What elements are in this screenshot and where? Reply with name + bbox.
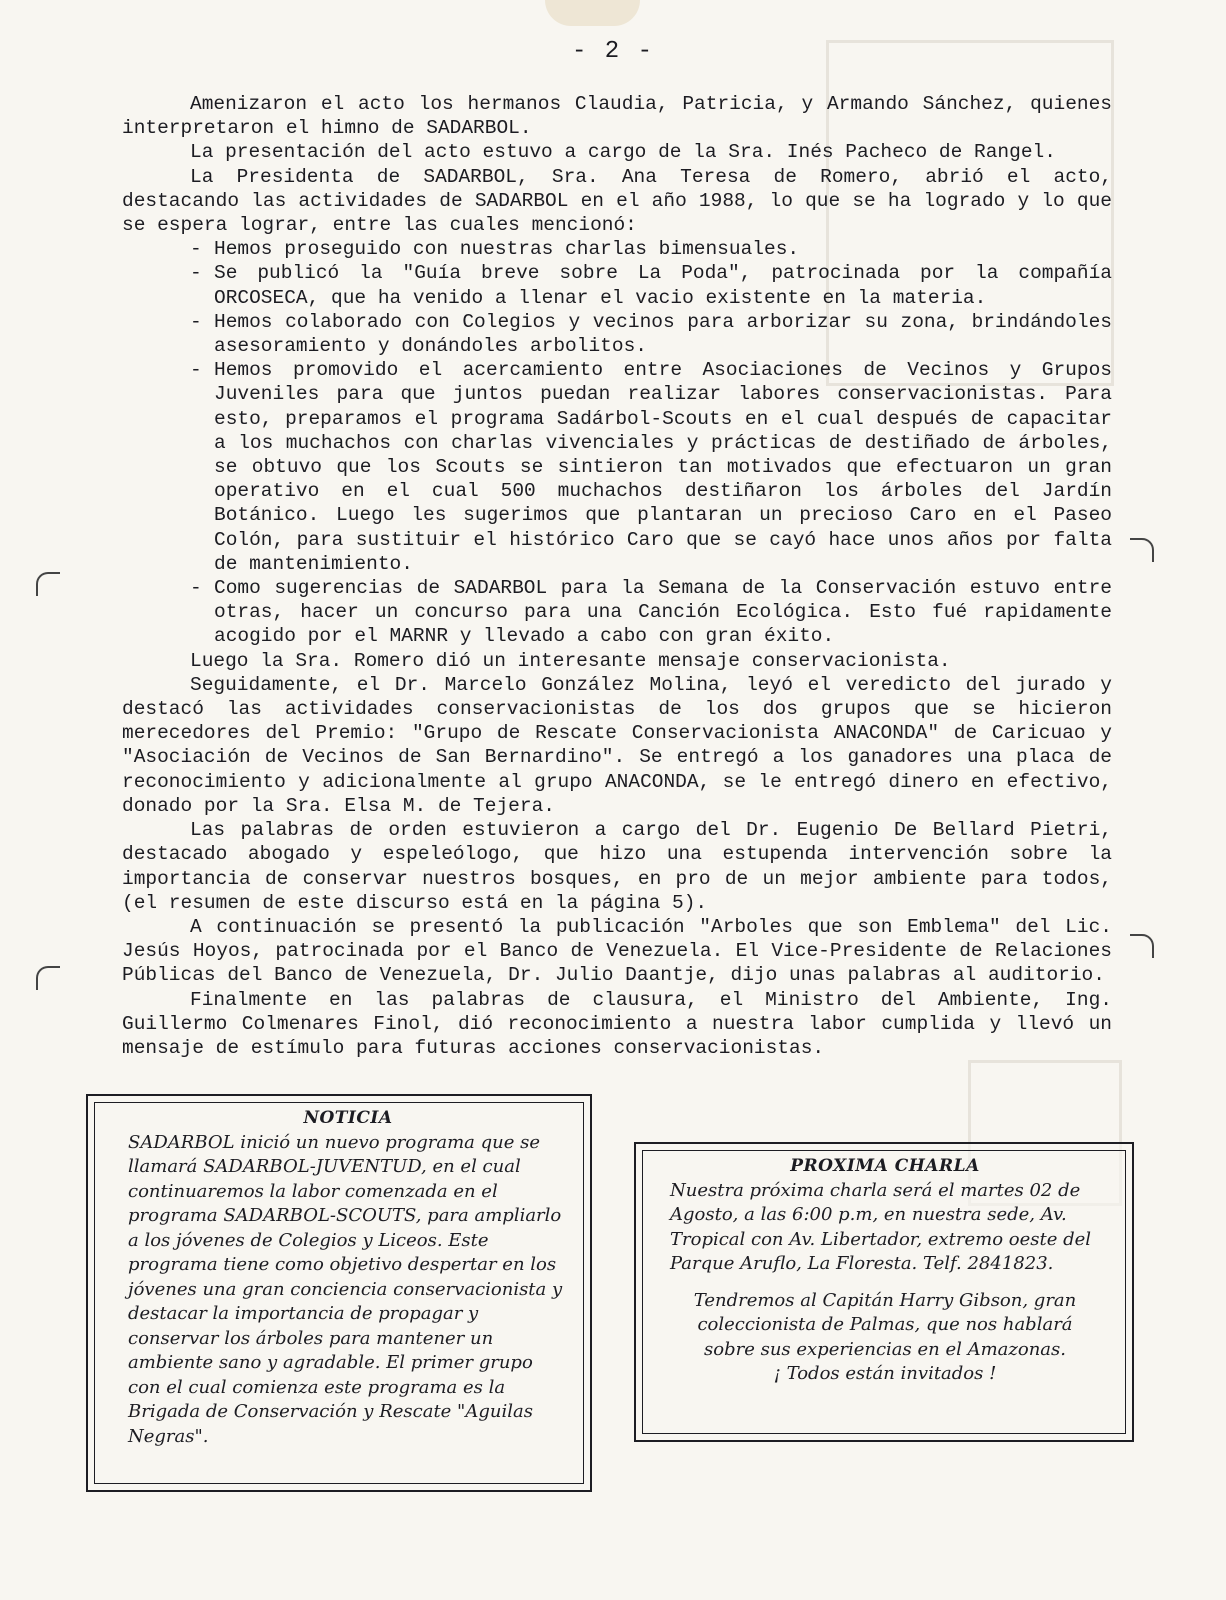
article-body — [122, 92, 1112, 1060]
noticia-box — [86, 1094, 592, 1492]
punch-hole-mark — [1130, 538, 1154, 562]
activities-list — [122, 237, 1112, 648]
paragraph: La Presidenta de SADARBOL, Sra. Ana Teresa de Romero, abrió el acto, destacando las actividades de SADARBOL en el año 1988, lo que se ha logrado y lo que se espera lograr, entre las cuales mencionó: — [122, 165, 1112, 237]
paragraph: Las palabras de orden estuvieron a cargo del Dr. Eugenio De Bellard Pietri, destacado abogado y espeleólogo, que hizo una estupenda intervención sobre la importancia de conservar nuestros bosques, en pro de un mejor ambiente para todos, (el resumen de este discurso está en la página 5). — [122, 819, 1112, 914]
punch-hole-mark — [36, 572, 60, 596]
proxima-charla-box — [634, 1142, 1134, 1442]
paragraph: A continuación se presentó la publicación "Arboles que son Emblema" del Lic. Jesús Hoyos, patrocinada por el Banco de Venezuela. El Vice-Presidente de Relaciones Públicas del Banco de Venezuela, Dr. Julio Daantje, dijo unas palabras al auditorio. — [122, 915, 1112, 987]
punch-hole-mark — [36, 966, 60, 990]
paragraph: Amenizaron el acto los hermanos Claudia, Patricia, y Armando Sánchez, quienes interpretaron el himno de SADARBOL. — [122, 93, 1112, 140]
list-item: - Como sugerencias de SADARBOL para la Semana de la Conservación estuvo entre otras, hacer un concurso para una Canción Ecológica. Esto fué rapidamente acogido por el MARNR y llevado a cabo con gran éxito. — [190, 577, 1112, 648]
punch-hole-mark — [1130, 934, 1154, 958]
page-number: - 2 - — [571, 38, 654, 65]
noticia-text: SADARBOL inició un nuevo programa que se llamará SADARBOL-JUVENTUD, en el cual continuaremos la labor comenzada en el programa SADARBOL-SCOUTS, para ampliarlo a los jóvenes de Colegios y Liceos. Este programa tiene como objetivo despertar en los jóvenes una gran conciencia conservacionista y destacar la importancia de propagar y conservar los árboles para mantener un ambiente sano y agradable. El primer grupo con el cual comienza este programa es la Brigada de Conservación y Rescate "Aguilas Negras". — [128, 1131, 563, 1447]
list-item: - Hemos colaborado con Colegios y vecinos para arborizar su zona, brindándoles asesoramiento y donándoles arbolitos. — [190, 310, 1112, 358]
charla-title: PROXIMA CHARLA — [790, 1156, 980, 1176]
charla-invitation: ¡ Todos están invitados ! — [773, 1363, 997, 1384]
paragraph: Finalmente en las palabras de clausura, el Ministro del Ambiente, Ing. Guillermo Colmenares Finol, dió reconocimiento a nuestra labor cumplida y llevó un mensaje de estímulo para futuras acciones conservacionistas. — [122, 988, 1112, 1059]
list-item: - Hemos promovido el acercamiento entre Asociaciones de Vecinos y Grupos Juveniles para que juntos puedan realizar labores conservacionistas. Para esto, preparamos el programa Sadárbol-Scouts en el cual después de capacitar a los muchachos con charlas vivenciales y prácticas de destiñado de árboles, se obtuvo que los Scouts se sintieron tan motivados que efectuaron un gran operativo en el cual 500 muchachos destiñaron los árboles del Jardín Botánico. Luego les sugerimos que plantaran un precioso Caro en el Paseo Colón, para sustituir el histórico Caro que se cayó hace unos años por falta de mantenimiento. — [190, 359, 1112, 575]
noticia-title: NOTICIA — [303, 1108, 393, 1128]
list-item: - Hemos proseguido con nuestras charlas bimensuales. — [190, 238, 800, 261]
list-item: - Se publicó la "Guía breve sobre La Poda", patrocinada por la compañía ORCOSECA, que ha venido a llenar el vacio existente en la materia. — [190, 262, 1112, 309]
charla-speaker: Tendremos al Capitán Harry Gibson, gran coleccionista de Palmas, que nos hablará sobre sus experiencias en el Amazonas. — [693, 1289, 1077, 1360]
paragraph: La presentación del acto estuvo a cargo de la Sra. Inés Pacheco de Rangel. — [190, 141, 1056, 164]
charla-text: Nuestra próxima charla será el martes 02 de Agosto, a las 6:00 p.m, en nuestra sede, Av. Tropical con Av. Libertador, extremo oeste del Parque Aruflo, La Floresta. Telf. 2841823. — [670, 1179, 1092, 1274]
paragraph: Seguidamente, el Dr. Marcelo González Molina, leyó el veredicto del jurado y destacó las actividades conservacionistas de los dos grupos que se hicieron merecedores del Premio: "Grupo de Rescate Conservacionista ANACONDA" de Caricuao y "Asociación de Vecinos de San Bernardino". Se entregó a los ganadores una placa de reconocimiento y adicionalmente al grupo ANACONDA, se le entregó dinero en efectivo, donado por la Sra. Elsa M. de Tejera. — [122, 673, 1112, 817]
paper-stain — [545, 0, 640, 26]
paragraph: Luego la Sra. Romero dió un interesante mensaje conservacionista. — [190, 649, 951, 672]
